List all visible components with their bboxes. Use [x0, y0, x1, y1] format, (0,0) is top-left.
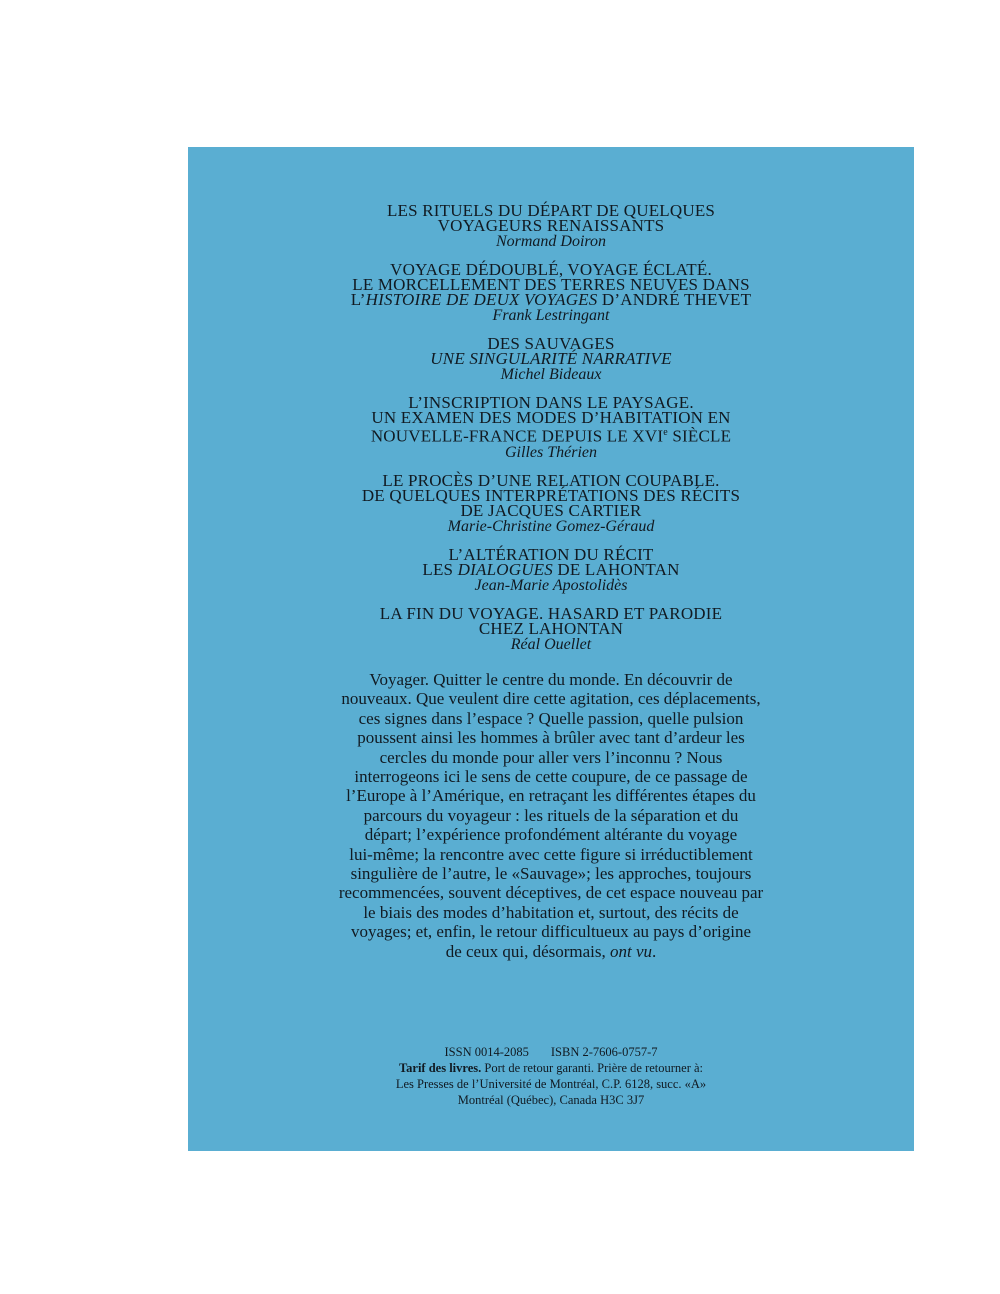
blurb-line: l’Europe à l’Amérique, en retraçant les différentes étapes du: [346, 786, 756, 806]
toc-title-line: [188, 559, 914, 579]
blurb-line: ces signes dans l’espace ? Quelle passion, quelle pulsion: [358, 708, 744, 728]
toc-title-line: DE JACQUES CARTIER: [460, 500, 642, 520]
toc-author: Gilles Thérien: [505, 443, 597, 461]
toc-title-line: [188, 425, 914, 444]
toc-title-line: L’ALTÉRATION DU RÉCIT: [448, 544, 654, 564]
toc-title-text: DE LAHONTAN: [552, 559, 680, 579]
toc-entry-therien: [188, 395, 914, 461]
toc-author: Marie-Christine Gomez-Géraud: [447, 517, 655, 535]
blurb-line: singulière de l’autre, le «Sauvage»; les approches, toujours: [350, 864, 752, 884]
toc-title-italic: DIALOGUES: [457, 559, 553, 579]
blurb-text: .: [652, 941, 657, 961]
toc-title-line: LA FIN DU VOYAGE. HASARD ET PARODIE: [379, 603, 723, 623]
blurb-line: voyages; et, enfin, le retour difficultueux au pays d’origine: [350, 922, 751, 942]
toc-title-line: LES RITUELS DU DÉPART DE QUELQUES: [386, 201, 716, 220]
table-of-contents: [188, 203, 914, 665]
publisher-footer: [188, 1044, 914, 1108]
book-back-cover: [188, 147, 914, 1151]
toc-author: Jean-Marie Apostolidès: [474, 576, 628, 594]
toc-title-line: UN EXAMEN DES MODES D’HABITATION EN: [371, 408, 731, 427]
blurb-line: recommencées, souvent déceptives, de cet espace nouveau par: [338, 883, 764, 903]
blurb-italic: ont vu: [610, 941, 653, 961]
toc-author: Réal Ouellet: [510, 635, 592, 653]
identifiers-line: [188, 1044, 914, 1060]
toc-title-line: LE PROCÈS D’UNE RELATION COUPABLE.: [382, 470, 720, 490]
blurb-line: le biais des modes d’habitation et, surtout, des récits de: [363, 902, 739, 922]
blurb-line: lui-même; la rencontre avec cette figure si irréductiblement: [349, 844, 753, 864]
address-line: Montréal (Québec), Canada H3C 3J7: [457, 1093, 645, 1107]
toc-title-line: CHEZ LAHONTAN: [478, 618, 624, 638]
blurb-line: parcours du voyageur : les rituels de la séparation et du: [363, 805, 739, 825]
toc-title-text: NOUVELLE-FRANCE DEPUIS LE XVI: [370, 426, 664, 446]
tarif-line: [188, 1060, 914, 1076]
toc-title-line: VOYAGEURS RENAISSANTS: [437, 216, 665, 235]
blurb-line: nouveaux. Que veulent dire cette agitation, ces déplacements,: [341, 689, 761, 709]
toc-title-sup: e: [663, 427, 668, 438]
tarif-label: Tarif des livres.: [398, 1061, 482, 1075]
toc-title-line: DE QUELQUES INTERPRÉTATIONS DES RÉCITS: [361, 485, 741, 505]
toc-title-text: L’: [350, 290, 366, 309]
back-cover-blurb: [258, 670, 844, 961]
toc-entry-ouellet: [188, 603, 914, 653]
toc-entry-lestringant: [188, 262, 914, 324]
toc-title-line: L’INSCRIPTION DANS LE PAYSAGE.: [408, 393, 694, 412]
toc-title-line: [188, 292, 914, 307]
address-line: Les Presses de l’Université de Montréal, C.P. 6128, succ. «A»: [395, 1077, 707, 1091]
blurb-line: cercles du monde pour aller vers l’inconnu ? Nous: [379, 747, 723, 767]
toc-author: Frank Lestringant: [492, 307, 610, 324]
toc-entry-doiron: [188, 203, 914, 250]
toc-title-line: VOYAGE DÉDOUBLÉ, VOYAGE ÉCLATÉ.: [390, 260, 712, 279]
blurb-line: poussent ainsi les hommes à brûler avec tant d’ardeur les: [357, 728, 745, 748]
toc-title-line: DES SAUVAGES: [487, 334, 615, 353]
toc-title-text: D’ANDRÉ THEVET: [597, 290, 752, 309]
blurb-line: interrogeons ici le sens de cette coupure, de ce passage de: [354, 767, 748, 787]
toc-title-line: LE MORCELLEMENT DES TERRES NEUVES DANS: [352, 275, 750, 294]
toc-entry-gomez-geraud: [188, 470, 914, 535]
blurb-line: [258, 942, 844, 961]
issn: ISSN 0014-2085: [444, 1045, 529, 1059]
tarif-text: Port de retour garanti. Prière de retourner à:: [481, 1061, 704, 1075]
toc-author: Michel Bideaux: [500, 366, 602, 383]
blurb-line: Voyager. Quitter le centre du monde. En découvrir de: [369, 670, 733, 689]
blurb-line: départ; l’expérience profondément altérante du voyage: [364, 825, 738, 845]
toc-entry-apostolides: [188, 544, 914, 594]
toc-title-italic: HISTOIRE DE DEUX VOYAGES: [365, 290, 598, 309]
toc-title-text: SIÈCLE: [667, 426, 732, 446]
toc-author: Normand Doiron: [495, 233, 607, 250]
blurb-text: de ceux qui, désormais,: [445, 941, 610, 961]
toc-title-italic: UNE SINGULARITÉ NARRATIVE: [430, 349, 672, 368]
isbn: ISBN 2-7606-0757-7: [550, 1045, 658, 1059]
toc-title-text: LES: [422, 559, 458, 579]
toc-entry-bideaux: [188, 336, 914, 383]
